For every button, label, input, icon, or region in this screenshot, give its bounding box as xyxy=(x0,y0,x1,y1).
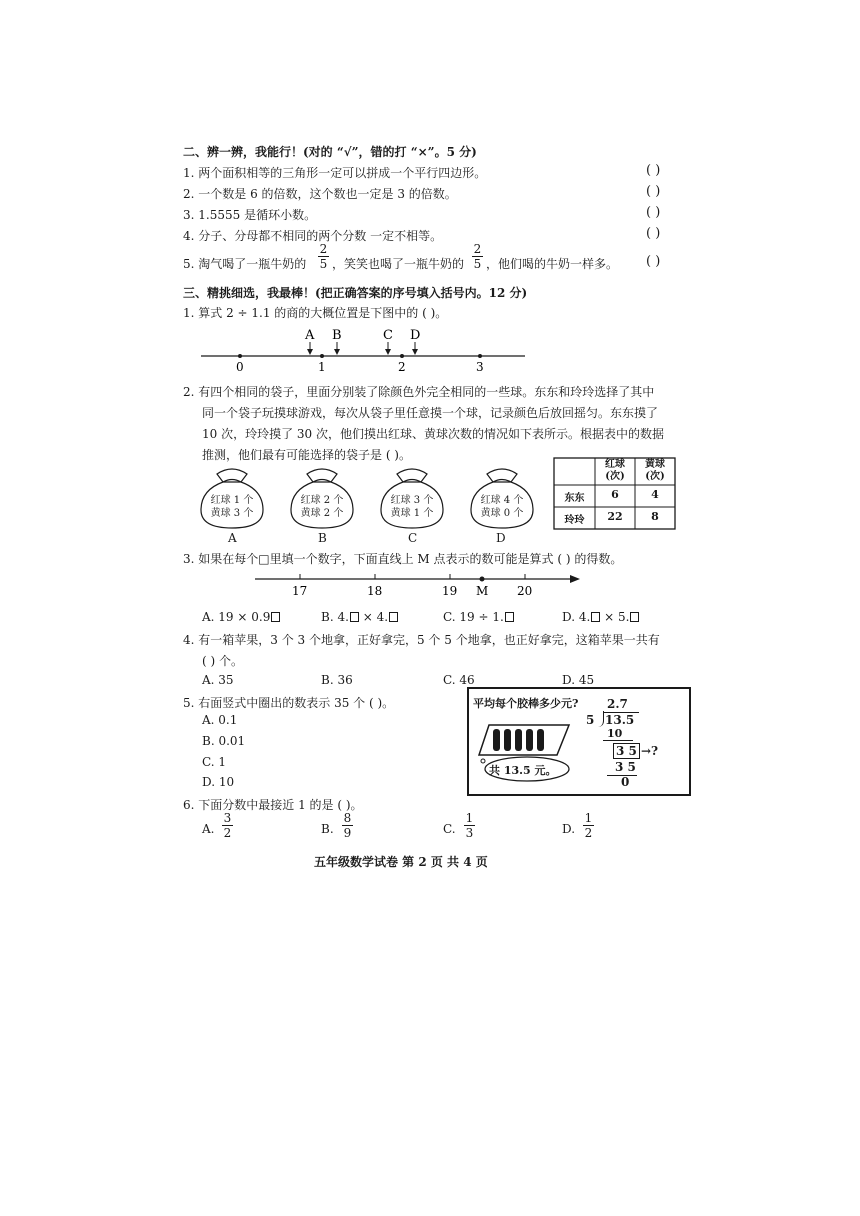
arrow-label-a: A xyxy=(305,328,315,343)
question-arrow: →? xyxy=(641,744,659,758)
bag-contents: 红球 4 个 黄球 0 个 xyxy=(480,495,524,519)
q6-option-b[interactable]: B. xyxy=(321,822,334,836)
table-header-red: 红球 (次) xyxy=(605,459,625,482)
bag-contents: 红球 3 个 黄球 1 个 xyxy=(390,495,434,519)
partial-product: 10 xyxy=(607,727,623,740)
q4-option-c[interactable]: C. 46 xyxy=(443,673,475,687)
bag-label-d: D xyxy=(496,531,506,545)
fraction: 8 9 xyxy=(343,811,352,840)
s2-item-4: 4. 分子、分母都不相同的两个分数 一定不相等。 xyxy=(183,229,443,243)
s2-answer-paren-2[interactable]: ( ) xyxy=(646,184,661,199)
page-footer: 五年级数学试卷 第 2 页 共 4 页 xyxy=(314,855,488,869)
tick-label: 20 xyxy=(517,584,533,598)
fraction: 1 2 xyxy=(584,811,593,840)
table-row-name: 玲玲 xyxy=(564,515,585,526)
q5-option-d[interactable]: D. 10 xyxy=(202,775,235,789)
q2-line-1: 2. 有四个相同的袋子，里面分别装了除颜色外完全相同的一些球。东东和玲玲选择了其中 xyxy=(183,385,655,399)
remainder: 0 xyxy=(621,775,630,789)
arrow-label-b: B xyxy=(332,328,342,343)
fraction: 3 2 xyxy=(223,811,232,840)
q4-line-1: 4. 有一箱苹果，3 个 3 个地拿，正好拿完，5 个 5 个地拿，也正好拿完，这箱苹果一共有 xyxy=(183,633,660,647)
tick-label: 19 xyxy=(442,584,458,598)
q6-option-c[interactable]: C. xyxy=(443,822,456,836)
q4-option-a[interactable]: A. 35 xyxy=(202,673,234,687)
s2-item-5-part-a: 5. 淘气喝了一瓶牛奶的 xyxy=(183,257,307,271)
divisor: 5 xyxy=(586,713,595,727)
section2-heading: 二、辨一辨，我能行！(对的 “√”，错的打 “×”。5 分) xyxy=(183,145,477,159)
q5-option-a[interactable]: A. 0.1 xyxy=(202,713,238,727)
bag-contents: 红球 1 个 黄球 3 个 xyxy=(210,495,254,519)
figure-title: 平均每个胶棒多少元? xyxy=(473,697,579,710)
quotient: 2.7 xyxy=(607,697,628,711)
q2-line-2: 同一个袋子玩摸球游戏，每次从袋子里任意摸一个球，记录颜色后放回摇匀。东东摸了 xyxy=(202,406,659,420)
fraction-two-fifths: 2 5 xyxy=(319,242,328,271)
dividend: 13.5 xyxy=(605,713,635,727)
q5-option-c[interactable]: C. 1 xyxy=(202,755,227,769)
s2-item-1: 1. 两个面积相等的三角形一定可以拼成一个平行四边形。 xyxy=(183,166,487,180)
tick-label: 17 xyxy=(292,584,308,598)
q5-text: 5. 右面竖式中圈出的数表示 35 个 ( )。 xyxy=(183,696,395,710)
bag-a xyxy=(195,462,269,532)
s2-answer-paren-5[interactable]: ( ) xyxy=(646,254,661,269)
q5-figure xyxy=(467,687,691,796)
table-cell: 6 xyxy=(611,488,619,501)
q4-line-2: ( ) 个。 xyxy=(202,654,243,668)
bag-b xyxy=(285,462,359,532)
q4-option-b[interactable]: B. 36 xyxy=(321,673,353,687)
s2-item-5-part-b: ，笑笑也喝了一瓶牛奶的 xyxy=(332,257,465,271)
point-m-label: M xyxy=(476,584,489,598)
circled-number: 3 5 xyxy=(613,743,640,759)
bag-label-c: C xyxy=(408,531,418,545)
s2-item-2: 2. 一个数是 6 的倍数，这个数也一定是 3 的倍数。 xyxy=(183,187,457,201)
q3-number-line xyxy=(250,568,585,600)
tick-label: 0 xyxy=(236,360,244,374)
bag-contents: 红球 2 个 黄球 2 个 xyxy=(300,495,344,519)
table-cell: 8 xyxy=(651,510,659,523)
arrow-label-d: D xyxy=(410,328,421,343)
fraction-two-fifths: 2 5 xyxy=(473,242,482,271)
partial-product: 3 5 xyxy=(615,760,636,774)
q3-option-d[interactable]: D. 4. × 5. xyxy=(562,610,639,624)
q6-option-a[interactable]: A. xyxy=(202,822,215,836)
tick-label: 3 xyxy=(476,360,484,374)
table-header-yellow: 黄球 (次) xyxy=(645,459,665,482)
q6-option-d[interactable]: D. xyxy=(562,822,576,836)
bag-label-a: A xyxy=(228,531,237,545)
s2-answer-paren-4[interactable]: ( ) xyxy=(646,226,661,241)
q3-option-a[interactable]: A. 19 × 0.9 xyxy=(202,610,280,624)
division-line xyxy=(603,740,633,741)
q3-text: 3. 如果在每个□里填一个数字，下面直线上 M 点表示的数可能是算式 ( ) 的得数。 xyxy=(183,552,623,566)
arrow-label-c: C xyxy=(383,328,393,343)
q6-text: 6. 下面分数中最接近 1 的是 ( )。 xyxy=(183,798,363,812)
division-bracket xyxy=(598,711,604,727)
q3-option-b[interactable]: B. 4. × 4. xyxy=(321,610,398,624)
tick-label: 1 xyxy=(318,360,326,374)
q5-option-b[interactable]: B. 0.01 xyxy=(202,734,246,748)
table-row-name: 东东 xyxy=(564,493,585,504)
s2-answer-paren-3[interactable]: ( ) xyxy=(646,205,661,220)
fraction: 1 3 xyxy=(465,811,474,840)
q4-option-d[interactable]: D. 45 xyxy=(562,673,595,687)
section3-heading: 三、精挑细选，我最棒！(把正确答案的序号填入括号内。12 分) xyxy=(183,286,528,300)
q3-option-c[interactable]: C. 19 ÷ 1. xyxy=(443,610,514,624)
s2-answer-paren-1[interactable]: ( ) xyxy=(646,163,661,178)
tick-label: 18 xyxy=(367,584,383,598)
tick-label: 2 xyxy=(398,360,406,374)
q1-text: 1. 算式 2 ÷ 1.1 的商的大概位置是下图中的 ( )。 xyxy=(183,306,448,320)
figure-total: 共 13.5 元。 xyxy=(489,764,557,777)
s2-item-5-part-c: ，他们喝的牛奶一样多。 xyxy=(486,257,619,271)
bag-c xyxy=(375,462,449,532)
q1-number-line xyxy=(195,322,530,374)
s2-item-3: 3. 1.5555 是循环小数。 xyxy=(183,208,317,222)
bag-d xyxy=(465,462,539,532)
table-cell: 22 xyxy=(607,510,623,523)
q2-line-4: 推测，他们最有可能选择的袋子是 ( )。 xyxy=(202,448,411,462)
table-cell: 4 xyxy=(651,488,659,501)
bag-label-b: B xyxy=(318,531,327,545)
q2-line-3: 10 次，玲玲摸了 30 次，他们摸出红球、黄球次数的情况如下表所示。根据表中的数据 xyxy=(202,427,664,441)
